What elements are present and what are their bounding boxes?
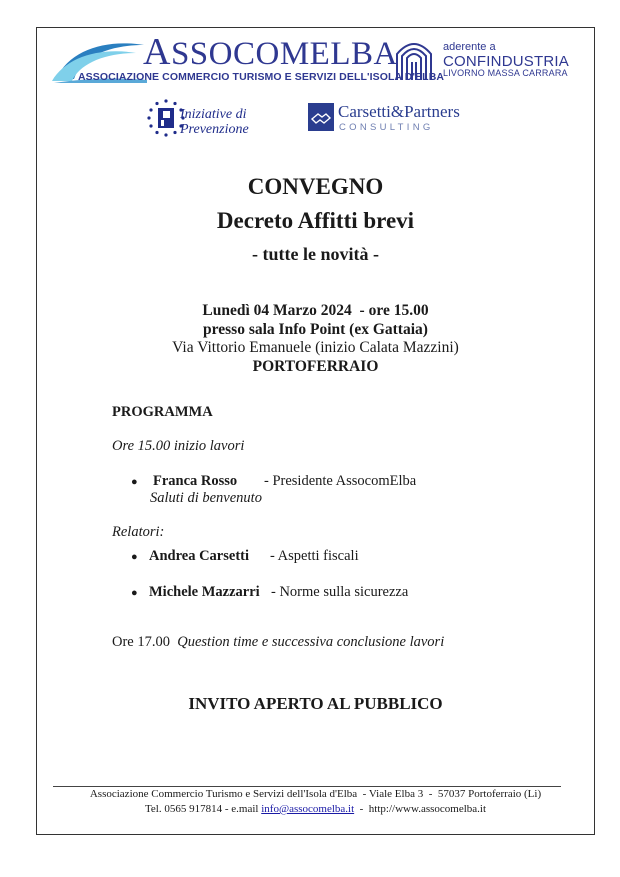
assocomelba-subtitle: ASSOCIAZIONE COMMERCIO TURISMO E SERVIZI DELL'ISOLA D'ELBA: [78, 71, 445, 83]
footer-web: - http://www.assocomelba.it: [354, 803, 487, 815]
confindustria-aderente: aderente a: [443, 41, 496, 53]
carsetti-partners-name: Carsetti&Partners: [338, 102, 460, 121]
footer-divider: [53, 786, 561, 787]
welcome-speaker-role: - Presidente AssocomElba: [264, 473, 417, 489]
welcome-speaker-name: Franca Rosso: [153, 473, 238, 489]
event-venue: presso sala Info Point (ex Gattaia): [203, 321, 428, 338]
bullet-icon: ●: [131, 476, 138, 488]
speaker-topic: - Aspetti fiscali: [270, 548, 359, 564]
footer-tel: Tel. 0565 917814 - e.mail: [144, 803, 262, 815]
footer-address: Associazione Commercio Turismo e Servizi dell'Isola d'Elba - Viale Elba 3 - 57037 Portoferraio (Li): [89, 788, 542, 800]
bullet-icon: ●: [131, 551, 138, 563]
program-end: [112, 634, 444, 651]
confindustria-label: [443, 42, 569, 79]
public-invite: INVITO APERTO AL PUBBLICO: [188, 694, 443, 713]
program-heading: PROGRAMMA: [112, 404, 213, 420]
bullet-icon: ●: [131, 587, 138, 599]
footer-contacts: [36, 803, 595, 815]
speaker-topic: - Norme sulla sicurezza: [271, 584, 409, 600]
speaker-name: Andrea Carsetti: [149, 548, 250, 564]
program-end-time: Ore 17.00: [112, 634, 170, 650]
confindustria-logo-icon: [391, 40, 437, 82]
speaker-name: Michele Mazzarri: [149, 584, 260, 600]
event-subtitle: - tutte le novità -: [252, 244, 379, 264]
ip-line2: Prevenzione: [180, 122, 249, 137]
event-title: Decreto Affitti brevi: [216, 208, 415, 233]
welcome-note: Saluti di benvenuto: [150, 490, 262, 506]
event-heading: CONVEGNO: [247, 174, 384, 199]
confindustria-name: CONFINDUSTRIA: [443, 52, 569, 70]
carsetti-partners-sub: CONSULTING: [339, 122, 434, 133]
event-city: PORTOFERRAIO: [252, 358, 379, 375]
iniziative-prevenzione-label: [180, 107, 249, 137]
confindustria-region: LIVORNO MASSA CARRARA: [443, 68, 568, 79]
assocomelba-wordmark: ASSOCOMELBA: [143, 31, 398, 73]
footer-email-link[interactable]: info@assocomelba.it: [261, 803, 355, 815]
ip-line1: Iniziative di: [180, 107, 247, 122]
carsetti-partners-logo-icon: [308, 103, 334, 131]
event-date-time: Lunedì 04 Marzo 2024 - ore 15.00: [202, 302, 429, 319]
event-street: Via Vittorio Emanuele (inizio Calata Mazzini): [172, 339, 459, 356]
program-end-text: Question time e successiva conclusione lavori: [177, 634, 445, 650]
program-start: Ore 15.00 inizio lavori: [112, 438, 245, 454]
speakers-heading: Relatori:: [112, 524, 165, 540]
